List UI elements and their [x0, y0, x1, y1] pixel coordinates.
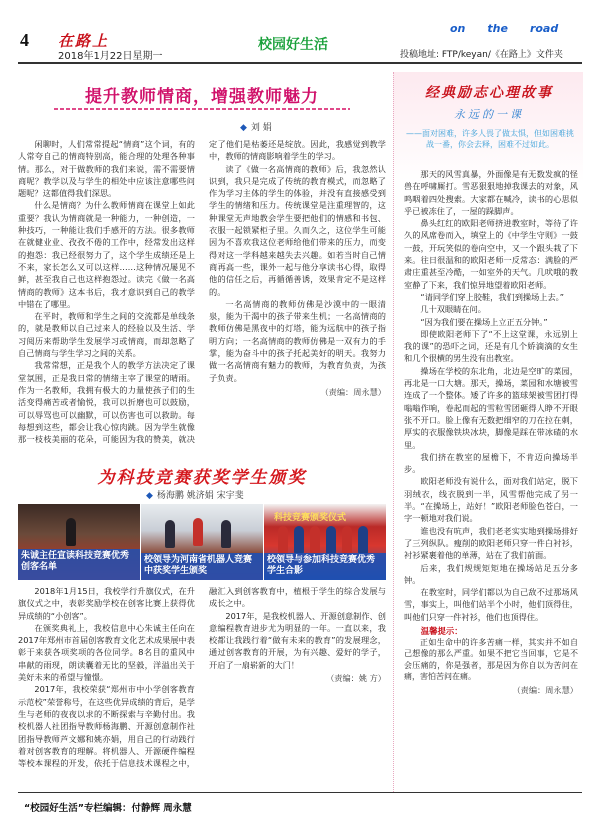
story-lead: ——面对困难，许多人畏了做太惧，但如困难挑战一番，你会去释，困难不过如此。: [406, 129, 574, 149]
road-english-logo: [450, 22, 558, 35]
paragraph: “因为我们要在操场上立正五分钟。”: [420, 316, 548, 327]
paragraph: 读了《做一名高情商的教师》后，我忽然认识到，我只是完成了传统的教育模式，而忽略了作为学习主体的学生的体验，并没有直接感受到学生的情绪和压力。传统课堂是注重理智的，这种课堂无声地教会学生要把他们的情感和书包、衣服一起锁紧柜子里。久而久之，这位学生可能因为不喜欢我这位老师给他们带来的压力，而变得对这一学科越来越失去兴趣。如若当时自己情商再高一些，课外一起与他分享读书心得，取得他的信任之后，再循循善诱，效果肯定不是这样的。: [209, 163, 386, 297]
header-divider: [18, 62, 582, 64]
person-figure: [294, 526, 304, 554]
person-figure: [165, 520, 175, 548]
paragraph: 我们挤在教室的屋檐下，不肯迈向操场半步。: [404, 451, 578, 475]
editor-credit: （责编：周永慧）: [320, 386, 386, 397]
article-title: 提升教师情商，增强教师魅力: [85, 87, 319, 107]
story-body: [404, 168, 578, 696]
photo-caption: 朱诚主任宣读科技竞赛优秀创客名单: [18, 549, 140, 580]
photo-caption: 校领导为河南省机器人竞赛中获奖学生颁奖: [141, 553, 263, 580]
tip-text: 正如生命中的许多苦痛一样，其实并不如自己想像的那么严重。如果不把它当回事，它是不会压痛的，你是强者，那是因为你自以为苦问在痛，害怕苦问在痛。: [404, 637, 578, 682]
article-author: ◆ 刘 娟: [240, 120, 272, 133]
person-figure: [278, 526, 288, 554]
paragraph: 即使欧阳老师下了“不上这堂课，永远别上我的课”的恐吓之词，还是有几个娇滴滴的女生和几个很横的男生没有出教室。: [404, 328, 578, 364]
person-figure: [193, 518, 203, 546]
paragraph: 在平时，教师和学生之间的交流都是单线条的，就是教师以自己过来人的经验以及生活、学习阅历来帮助学生发展学习或情商，而却忽略了自己情商与学生学习之间的关系。: [18, 311, 195, 359]
article-authors: ◆ 杨海鹏 姚济娟 宋宇斐: [146, 488, 244, 501]
paragraph: “请同学们穿上胶鞋，我们到操场上去。”: [420, 291, 564, 302]
newspaper-name: 在路上: [58, 32, 110, 50]
issue-date: 2018年1月22日星期一: [58, 51, 163, 62]
road-word-the: the: [487, 22, 508, 35]
editor-credit: （责编：姚 方）: [326, 673, 386, 684]
paragraph: 几十双眼睛在问。: [420, 304, 486, 315]
article-title: 为科技竞赛获奖学生颁奖: [97, 468, 307, 488]
paragraph: 2017年，是我校机器人、开源创意制作、创意编程教育进步尤为明显的一年。一直以来，我校都让我践行着“做有未来的教育”的发展理念，通过创客教育的开展，为有兴趣、爱好的学子，开启了一扇崭新的大门！: [209, 610, 386, 670]
photo-group: [264, 504, 386, 580]
story-subtitle: 永远的一课: [454, 108, 524, 121]
article-body: [18, 138, 386, 458]
title-underline: [54, 108, 350, 110]
article-body: [18, 585, 386, 781]
article-teacher-eq: [18, 78, 386, 460]
person-figure: [358, 526, 368, 554]
paragraph: 那天的风雪真暴，外面像是有无数发疯的怪兽在呼啸厮打。雪恶狠狠地掉我课去的对象，风鸣咽着四处搜索。大家都在喊冷，读书的心思似乎已被冻住了，一屋的跺脚声。: [404, 169, 578, 216]
paragraph: 闲聊时，人们常常提起“情商”这个词，有的人常夸自己的情商特别高，能合理的处理各种事情。那么，对于做教师的我们来说，需不需要情商呢？教学以及与学生的相处中应该注意哪些问题呢？这都值得我们深思。: [18, 139, 195, 199]
column-editors: “校园好生活”专栏编辑：付静辉 周永慧: [24, 803, 192, 814]
person-figure: [221, 520, 231, 548]
paragraph: 在教室时，同学们都以为自己敌不过那场风雪，事实上，叫他们站半个小时，他们顶得住，叫他们只穿一件衬衫，他们也顶得住。: [404, 587, 578, 622]
paragraph: 2018年1月15日，我校学行升旗仪式，在升旗仪式之中，表彰奖励学校在创客比赛上获得优异成绩的“小创客”。: [18, 586, 195, 621]
paragraph: 鼻头红红的欧阳老师挤进教室时，等待了许久的风席卷而入，填堂上的《中学生守则》一鼓一鼓，开玩笑似的卷向空中，又一个跟头栽了下来。往日很温和的欧阳老师一反常态：满脸的严肃庄重甚至冷酷，一如室外的天气。几吠哦的教室静了下来，我们惊异地望着欧阳老师。: [404, 218, 578, 290]
photo-banner-text: 科技竞赛颁奖仪式: [274, 513, 347, 523]
photo-caption: 校领导与参加科技竞赛优秀学生合影: [264, 553, 386, 580]
paragraph: 一名高情商的教师仿佛是沙漠中的一眼清泉，能为干渴中的孩子带来生机；一名高情商的教师仿佛是黑夜中的灯塔，能为远航中的孩子指明方向；一名高情商的教师仿佛是一双有力的手掌，能为奋斗中的孩子托起美好的明天。我努力做一名高情商有魅力的教师，为教育负责，为孩子负责。: [209, 298, 386, 383]
page-header: [0, 0, 600, 62]
editor-credit: （责编：周永慧）: [512, 684, 578, 695]
footer-divider: [18, 792, 582, 793]
story-column-title: 经典励志心理故事: [425, 85, 553, 101]
story-column: [393, 72, 583, 792]
paragraph: 在颁奖典礼上，我校信息中心朱诚主任向在2017年郑州市首届创客教育文化艺术成果展中表彰于来获各项奖项的各位同学。8名目的重风中串献的雨现，朗读囊着无比的坚毅，洋溢出关于美好未来的希望与憧憬。: [18, 622, 195, 683]
photo-award-presenting: [141, 504, 263, 580]
paragraph: 谁也没有吭声，我们老老实实地到操场排好了三列纵队。瘦削的欧阳老师只穿一件白衬衫，衬衫紧裹着他的单薄，站在了我们前面。: [404, 525, 578, 561]
person-figure: [66, 518, 76, 546]
submission-address: 投稿地址: FTP/keyan/《在路上》文件夹: [400, 50, 563, 60]
paragraph: 2017年，我校荣获“郑州市中小学创客教育示范校”荣誉称号，在这些优异成绩的背后，是学生与老师的夜夜以求的不断探索与辛勤付出。我校机器人社团指导教师杨海鹏、开源创意制作社团指导教师芦文娜和姚亦娟，用自己的行动践行着对创客教育的理解。将机器人、开源硬件编程等校本课程的开发，依托于信息技术课程之中，融汇入到创客教育中，植根于学生的综合发展与成长之中。: [18, 586, 386, 769]
person-figure: [342, 526, 352, 554]
person-figure: [310, 526, 320, 554]
paragraph: 我常常想，正是我个人的教学方法决定了课堂氛围，正是我日常的情绪主宰了课堂的晴雨。作为一名教师，我拥有极大的力量使孩子们的生活变得痛苦或者愉悦，我可以折磨也可以鼓励，可以辱骂也可以幽默，可以伤害也可以救助。每每想到这些，都会让我心惊肉跳。因为学生就像那一枝枝美丽的花朵，可能因为我的赞美，就决定了他们是枯萎还是绽放。因此，我感觉到教学中，教师的情商影响着学生的学习。: [18, 139, 386, 445]
paragraph: 后来，我们规规矩矩地在操场站足五分多钟。: [404, 562, 578, 585]
paragraph: 什么是情商？为什么教师情商在课堂上如此重要？我认为情商就是一种能力，一种创造，一种技巧，一种能让我们手感开的方法。很多教师在就健业业、孜孜不倦的工作中，经常发出这样的抱怨：我已经很努力了，这个学生成绩还是上不来，家长怎么又可以这样……这种情况屡见不鲜，甚至我自己也这样抱怨过。读完《做一名高情商的教师》这本书后，我才意识到自己的教学中错在了哪里。: [18, 200, 195, 309]
column-name: 校园好生活: [258, 37, 328, 53]
paragraph: 欧阳老师没有说什么，面对我们站定，脱下羽绒衣，线衣脱到一半，风雪帮他完成了另一半。“在操场上，站好！”欧阳老师脸色苍白，一字一顿地对我们说。: [404, 476, 578, 524]
tip-title: 温馨提示：: [420, 625, 463, 636]
road-word-road: road: [529, 22, 559, 35]
paragraph: 操场在学校的东北角，北边是空旷的菜园，再北是一口大塘。那天，操场，菜园和水塘被雪连成了一个整体。矮了许多的篮球架被雪团打得嗡嗡作响，卷起而起的雪粒雪团砸得人睁不开眼张不开口。脸上像有无数把细窄的刀在拉在刺，厚实的衣服像铁块冰块，脚像是踩在带冰碴的水里。: [404, 365, 578, 450]
photo-award-reading: [18, 504, 140, 580]
page-number: 4: [20, 30, 29, 50]
road-word-on: on: [450, 22, 466, 35]
person-figure: [326, 526, 336, 554]
